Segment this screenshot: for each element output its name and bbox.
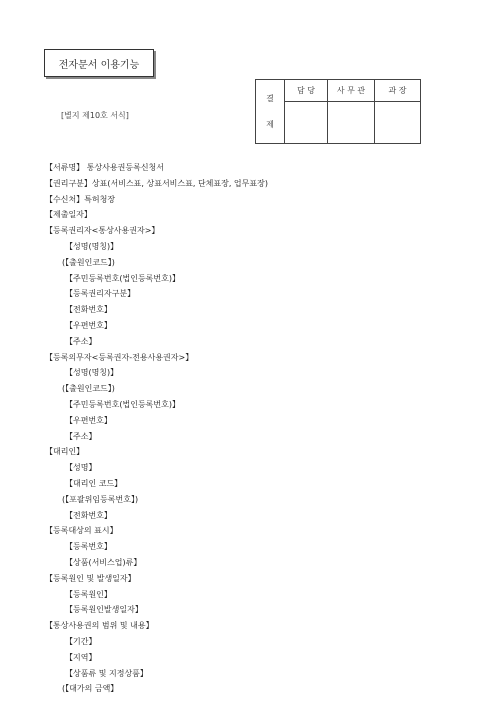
form-field-line: 【등록대상의 표시】	[45, 526, 118, 536]
form-field-line: 【주민등록번호(법인등록번호)】	[65, 399, 180, 409]
form-field-line: 【등록원인】	[65, 589, 112, 599]
approval-cell-staff[interactable]	[285, 102, 328, 144]
form-field-line: 【우편번호】	[65, 415, 112, 425]
form-field-line: 【등록의무자<등록권자-전용사용권자>】	[45, 352, 194, 362]
form-field-line: 【전화번호】	[65, 305, 112, 315]
form-field-line: 【대리인 코드】	[65, 478, 123, 488]
form-fields	[45, 160, 485, 697]
form-field-line: 【성명(명칭)】	[65, 368, 119, 378]
form-field-line: 【지역】	[65, 652, 97, 662]
approval-cell-manager[interactable]	[375, 102, 421, 144]
form-field-line: 【주소】	[65, 431, 97, 441]
form-field-line: 【제출일자】	[45, 210, 92, 220]
form-field-line: 【등록원인 및 발생일자】	[45, 573, 136, 583]
approval-side-label: 결 제	[256, 80, 285, 144]
form-field-line: 【성명(명칭)】	[65, 241, 119, 251]
form-field-line: 【주소】	[65, 336, 97, 346]
form-field-line: 【대리인】	[45, 447, 85, 457]
form-field-line: 【수신처】특허청장	[45, 194, 116, 204]
form-field-line: 【기간】	[65, 636, 97, 646]
form-field-line: 【등록번호】	[65, 542, 112, 552]
form-field-line: (【포괄위임등록번호】)	[62, 494, 139, 504]
form-field-line: 【통상사용권의 범위 및 내용】	[45, 621, 154, 631]
document-title: 전자문서 이용기능	[44, 49, 154, 77]
form-field-line: 【권리구분】상표(서비스표, 상표서비스표, 단체표장, 업무표장)	[45, 178, 268, 188]
form-field-line: 【전화번호】	[65, 510, 112, 520]
form-field-line: 【등록원인발생일자】	[65, 605, 143, 615]
form-field-line: 【주민등록번호(법인등록번호)】	[65, 273, 180, 283]
form-number: [별지 제10호 서식]	[61, 111, 129, 120]
form-field-line: 【성명】	[65, 463, 97, 473]
form-field-line: 【상품(서비스업)류】	[65, 557, 142, 567]
form-field-line: 【상품류 및 지정상품】	[65, 668, 148, 678]
form-field-line: 【서류명】 통상사용권등록신청서	[45, 163, 165, 172]
form-field-line: 【등록권리자구분】	[65, 289, 136, 299]
form-field-line: (【출원인코드】)	[62, 257, 115, 267]
form-field-line: 【등록권리자<통상사용권자>】	[45, 226, 160, 236]
form-field-line: (【대가의 금액】	[62, 684, 119, 694]
approval-header-officer: 사 무 관	[328, 80, 375, 102]
form-field-line: (【출원인코드】)	[62, 384, 115, 394]
approval-header-staff: 담 당	[285, 80, 328, 102]
approval-cell-officer[interactable]	[328, 102, 375, 144]
approval-header-manager: 과 장	[375, 80, 421, 102]
form-field-line: 【우편번호】	[65, 320, 112, 330]
approval-table	[255, 79, 421, 144]
